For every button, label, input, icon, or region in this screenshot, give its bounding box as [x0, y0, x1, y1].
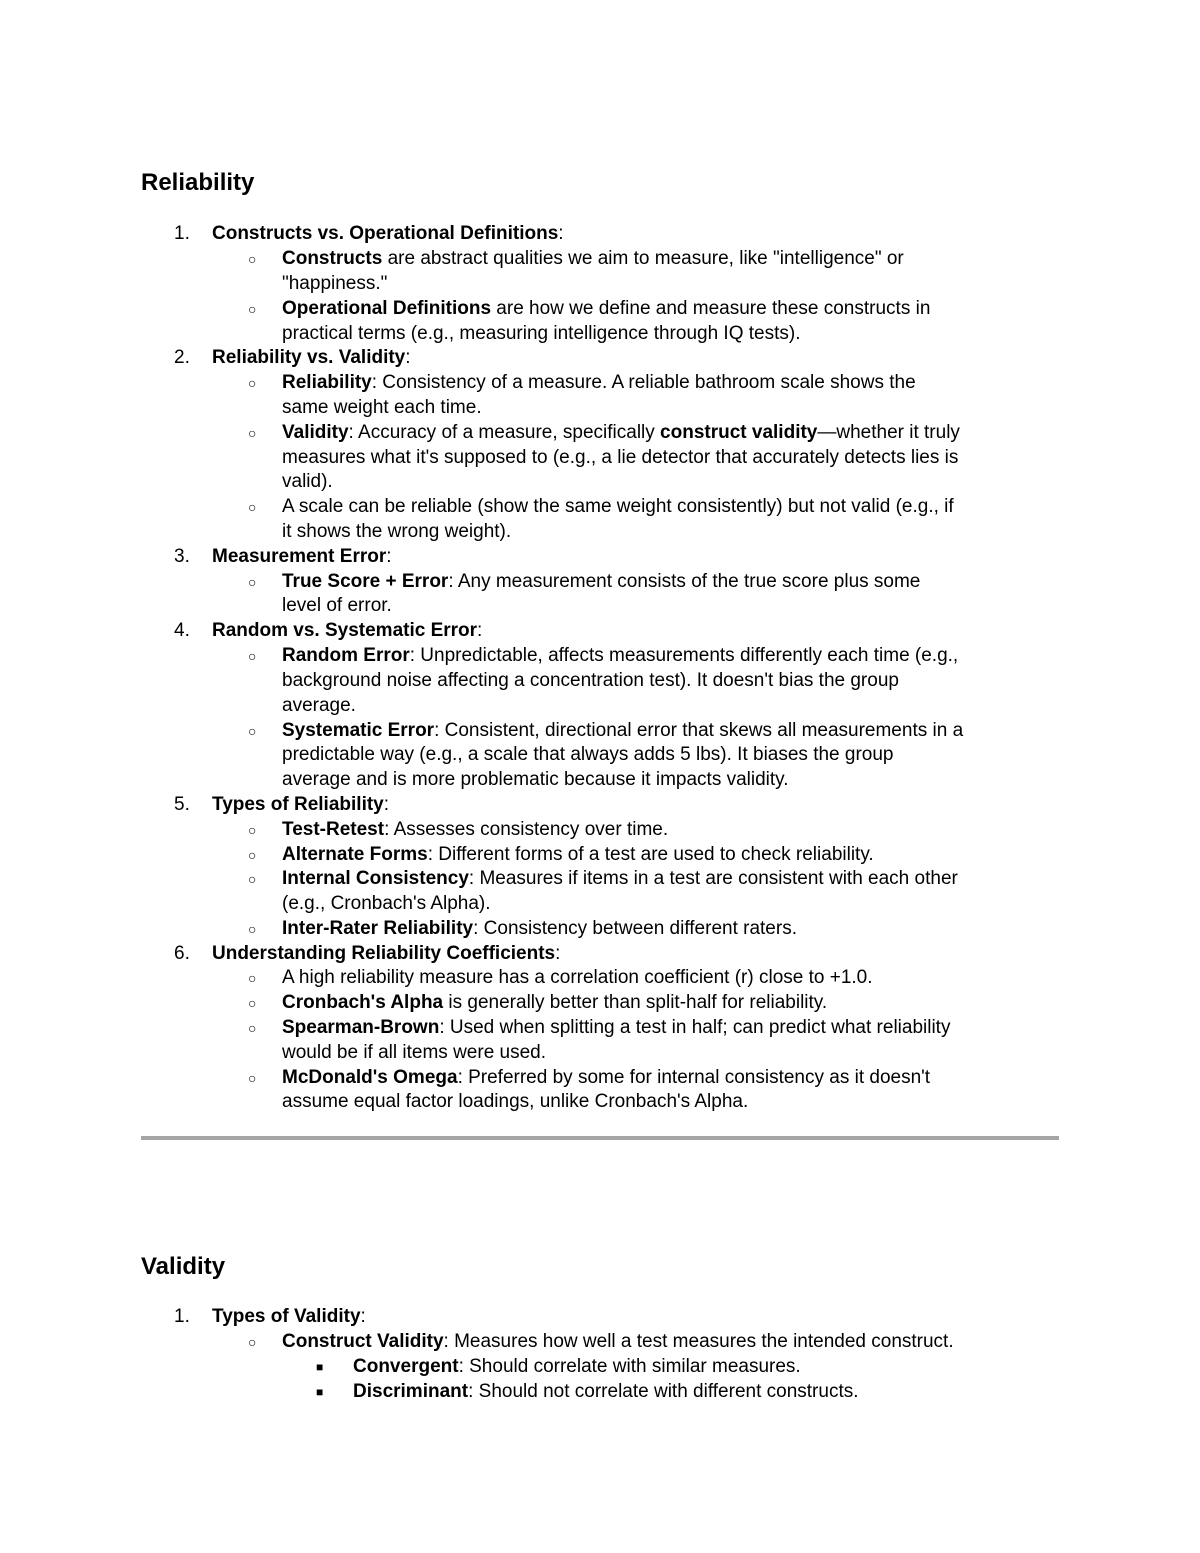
list-item-line: it shows the wrong weight). — [282, 521, 512, 542]
list-item-line: background noise affecting a concentration test). It doesn't bias the group — [282, 670, 899, 691]
list-item-line: Cronbach's Alpha is generally better than split-half for reliability. — [282, 992, 828, 1013]
square-bullet-icon: ■ — [316, 1385, 324, 1399]
list-item-line: Test-Retest: Assesses consistency over time. — [282, 819, 669, 840]
list-item-line: average. — [282, 695, 356, 716]
list-item-line: (e.g., Cronbach's Alpha). — [282, 893, 491, 914]
section-title-validity: Validity — [141, 1253, 226, 1280]
list-item-heading: Types of Reliability: — [212, 794, 390, 815]
hollow-bullet-icon: ○ — [248, 648, 257, 664]
list-item-line: McDonald's Omega: Preferred by some for internal consistency as it doesn't — [282, 1067, 931, 1088]
list-item-line: predictable way (e.g., a scale that always adds 5 lbs). It biases the group — [282, 744, 894, 765]
hollow-bullet-icon: ○ — [248, 499, 257, 515]
list-item-line: Operational Definitions are how we define and measure these constructs in — [282, 298, 931, 319]
hollow-bullet-icon: ○ — [248, 1020, 257, 1036]
list-item-heading: Types of Validity: — [212, 1306, 366, 1327]
list-number: 2. — [174, 347, 190, 368]
section-title-reliability: Reliability — [141, 169, 255, 196]
list-item-line: level of error. — [282, 595, 392, 616]
list-item-line: same weight each time. — [282, 397, 482, 418]
list-number: 1. — [174, 223, 190, 244]
list-number: 6. — [174, 943, 190, 964]
horizontal-rule — [141, 1136, 1059, 1140]
list-item-line: valid). — [282, 471, 333, 492]
list-item-line: True Score + Error: Any measurement consists of the true score plus some — [282, 571, 921, 592]
list-item-line: Reliability: Consistency of a measure. A reliable bathroom scale shows the — [282, 372, 916, 393]
list-item-line: measures what it's supposed to (e.g., a lie detector that accurately detects lies is — [282, 447, 959, 468]
list-item-line: Discriminant: Should not correlate with different constructs. — [353, 1381, 859, 1402]
list-item-heading: Measurement Error: — [212, 546, 392, 567]
hollow-bullet-icon: ○ — [248, 1334, 257, 1350]
square-bullet-icon: ■ — [316, 1360, 324, 1374]
hollow-bullet-icon: ○ — [248, 970, 257, 986]
list-number: 3. — [174, 546, 190, 567]
list-item-line: practical terms (e.g., measuring intelligence through IQ tests). — [282, 323, 801, 344]
list-number: 4. — [174, 620, 190, 641]
list-item-line: Inter-Rater Reliability: Consistency between different raters. — [282, 918, 797, 939]
hollow-bullet-icon: ○ — [248, 574, 257, 590]
hollow-bullet-icon: ○ — [248, 301, 257, 317]
list-item-heading: Reliability vs. Validity: — [212, 347, 411, 368]
list-item-line: Spearman-Brown: Used when splitting a test in half; can predict what reliability — [282, 1017, 951, 1038]
hollow-bullet-icon: ○ — [248, 1070, 257, 1086]
list-item-line: Construct Validity: Measures how well a test measures the intended construct. — [282, 1331, 954, 1352]
list-item-line: assume equal factor loadings, unlike Cronbach's Alpha. — [282, 1091, 749, 1112]
list-item-heading: Random vs. Systematic Error: — [212, 620, 483, 641]
list-item-line: "happiness." — [282, 273, 388, 294]
hollow-bullet-icon: ○ — [248, 723, 257, 739]
hollow-bullet-icon: ○ — [248, 425, 257, 441]
list-item-line: Internal Consistency: Measures if items in a test are consistent with each other — [282, 868, 958, 889]
list-item-line: Systematic Error: Consistent, directional error that skews all measurements in a — [282, 720, 964, 741]
list-item-line: would be if all items were used. — [282, 1042, 547, 1063]
list-item-line: Validity: Accuracy of a measure, specifically construct validity—whether it truly — [282, 422, 960, 443]
list-item-line: A scale can be reliable (show the same weight consistently) but not valid (e.g., if — [282, 496, 954, 517]
hollow-bullet-icon: ○ — [248, 251, 257, 267]
list-number: 5. — [174, 794, 190, 815]
hollow-bullet-icon: ○ — [248, 921, 257, 937]
list-item-line: A high reliability measure has a correlation coefficient (r) close to +1.0. — [282, 967, 873, 988]
list-number: 1. — [174, 1306, 190, 1327]
list-item-line: Alternate Forms: Different forms of a test are used to check reliability. — [282, 844, 874, 865]
list-item-line: Convergent: Should correlate with similar measures. — [353, 1356, 801, 1377]
hollow-bullet-icon: ○ — [248, 847, 257, 863]
list-item-line: Constructs are abstract qualities we aim to measure, like "intelligence" or — [282, 248, 904, 269]
hollow-bullet-icon: ○ — [248, 995, 257, 1011]
list-item-line: average and is more problematic because it impacts validity. — [282, 769, 789, 790]
list-item-heading: Constructs vs. Operational Definitions: — [212, 223, 564, 244]
hollow-bullet-icon: ○ — [248, 871, 257, 887]
hollow-bullet-icon: ○ — [248, 822, 257, 838]
list-item-line: Random Error: Unpredictable, affects measurements differently each time (e.g., — [282, 645, 959, 666]
list-item-heading: Understanding Reliability Coefficients: — [212, 943, 561, 964]
hollow-bullet-icon: ○ — [248, 375, 257, 391]
